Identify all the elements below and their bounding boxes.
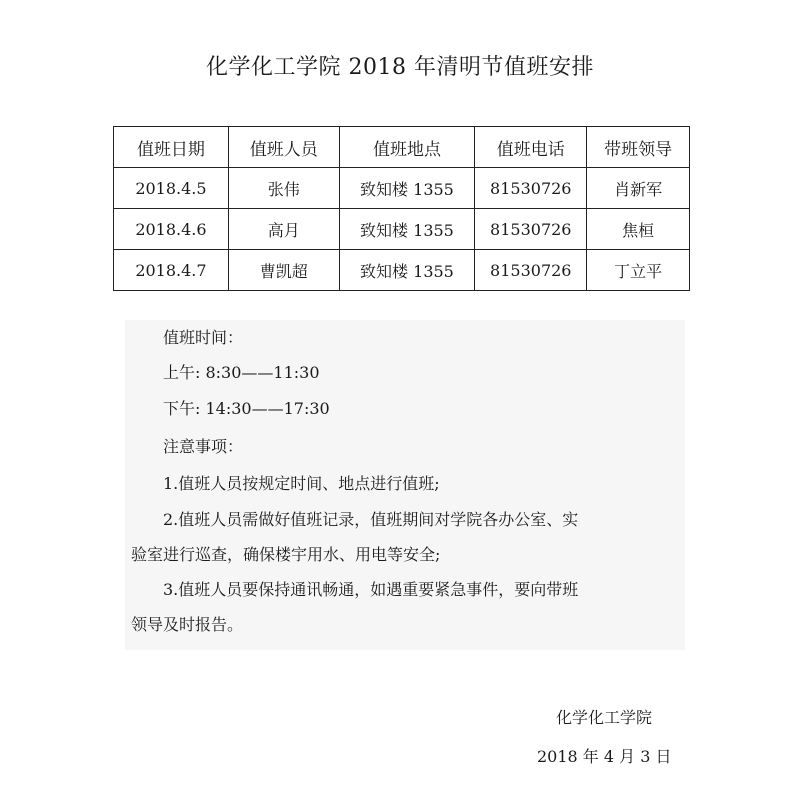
table-row bbox=[114, 168, 690, 209]
cell-leader: 肖新军 bbox=[587, 168, 690, 209]
signature-org: 化学化工学院 bbox=[556, 708, 653, 727]
cell-date: 2018.4.6 bbox=[114, 209, 229, 250]
signature-date: 2018 年 4 月 3 日 bbox=[537, 747, 672, 766]
cell-leader: 焦桓 bbox=[587, 209, 690, 250]
cell-phone: 81530726 bbox=[475, 250, 587, 291]
header-staff: 值班人员 bbox=[228, 127, 339, 168]
note-item-3-line-1: 3.值班人员要保持通讯畅通，如遇重要紧急事件，要向带班 bbox=[163, 580, 579, 599]
cell-leader: 丁立平 bbox=[587, 250, 690, 291]
cell-phone: 81530726 bbox=[475, 209, 587, 250]
note-item-3-line-2: 领导及时报告。 bbox=[131, 615, 244, 634]
notes-heading: 注意事项： bbox=[163, 437, 244, 456]
table-row bbox=[114, 209, 690, 250]
page-title: 化学化工学院 2018 年清明节值班安排 bbox=[206, 55, 594, 80]
header-location: 值班地点 bbox=[339, 127, 475, 168]
schedule-afternoon: 下午: 14:30——17:30 bbox=[163, 399, 330, 418]
table-header-row bbox=[114, 127, 690, 168]
header-phone: 值班电话 bbox=[475, 127, 587, 168]
duty-table bbox=[113, 126, 690, 291]
cell-date: 2018.4.5 bbox=[114, 168, 229, 209]
note-item-2-line-1: 2.值班人员需做好值班记录，值班期间对学院各办公室、实 bbox=[163, 510, 579, 529]
cell-location: 致知楼 1355 bbox=[339, 250, 475, 291]
cell-staff: 张伟 bbox=[228, 168, 339, 209]
schedule-morning: 上午: 8:30——11:30 bbox=[163, 363, 320, 382]
schedule-heading: 值班时间： bbox=[163, 328, 244, 347]
cell-location: 致知楼 1355 bbox=[339, 168, 475, 209]
note-item-2-line-2: 验室进行巡查，确保楼宇用水、用电等安全; bbox=[131, 545, 441, 564]
cell-location: 致知楼 1355 bbox=[339, 209, 475, 250]
cell-date: 2018.4.7 bbox=[114, 250, 229, 291]
cell-phone: 81530726 bbox=[475, 168, 587, 209]
cell-staff: 曹凯超 bbox=[228, 250, 339, 291]
table-row bbox=[114, 250, 690, 291]
note-item-1: 1.值班人员按规定时间、地点进行值班; bbox=[163, 474, 440, 493]
header-date: 值班日期 bbox=[114, 127, 229, 168]
header-leader: 带班领导 bbox=[587, 127, 690, 168]
cell-staff: 高月 bbox=[228, 209, 339, 250]
